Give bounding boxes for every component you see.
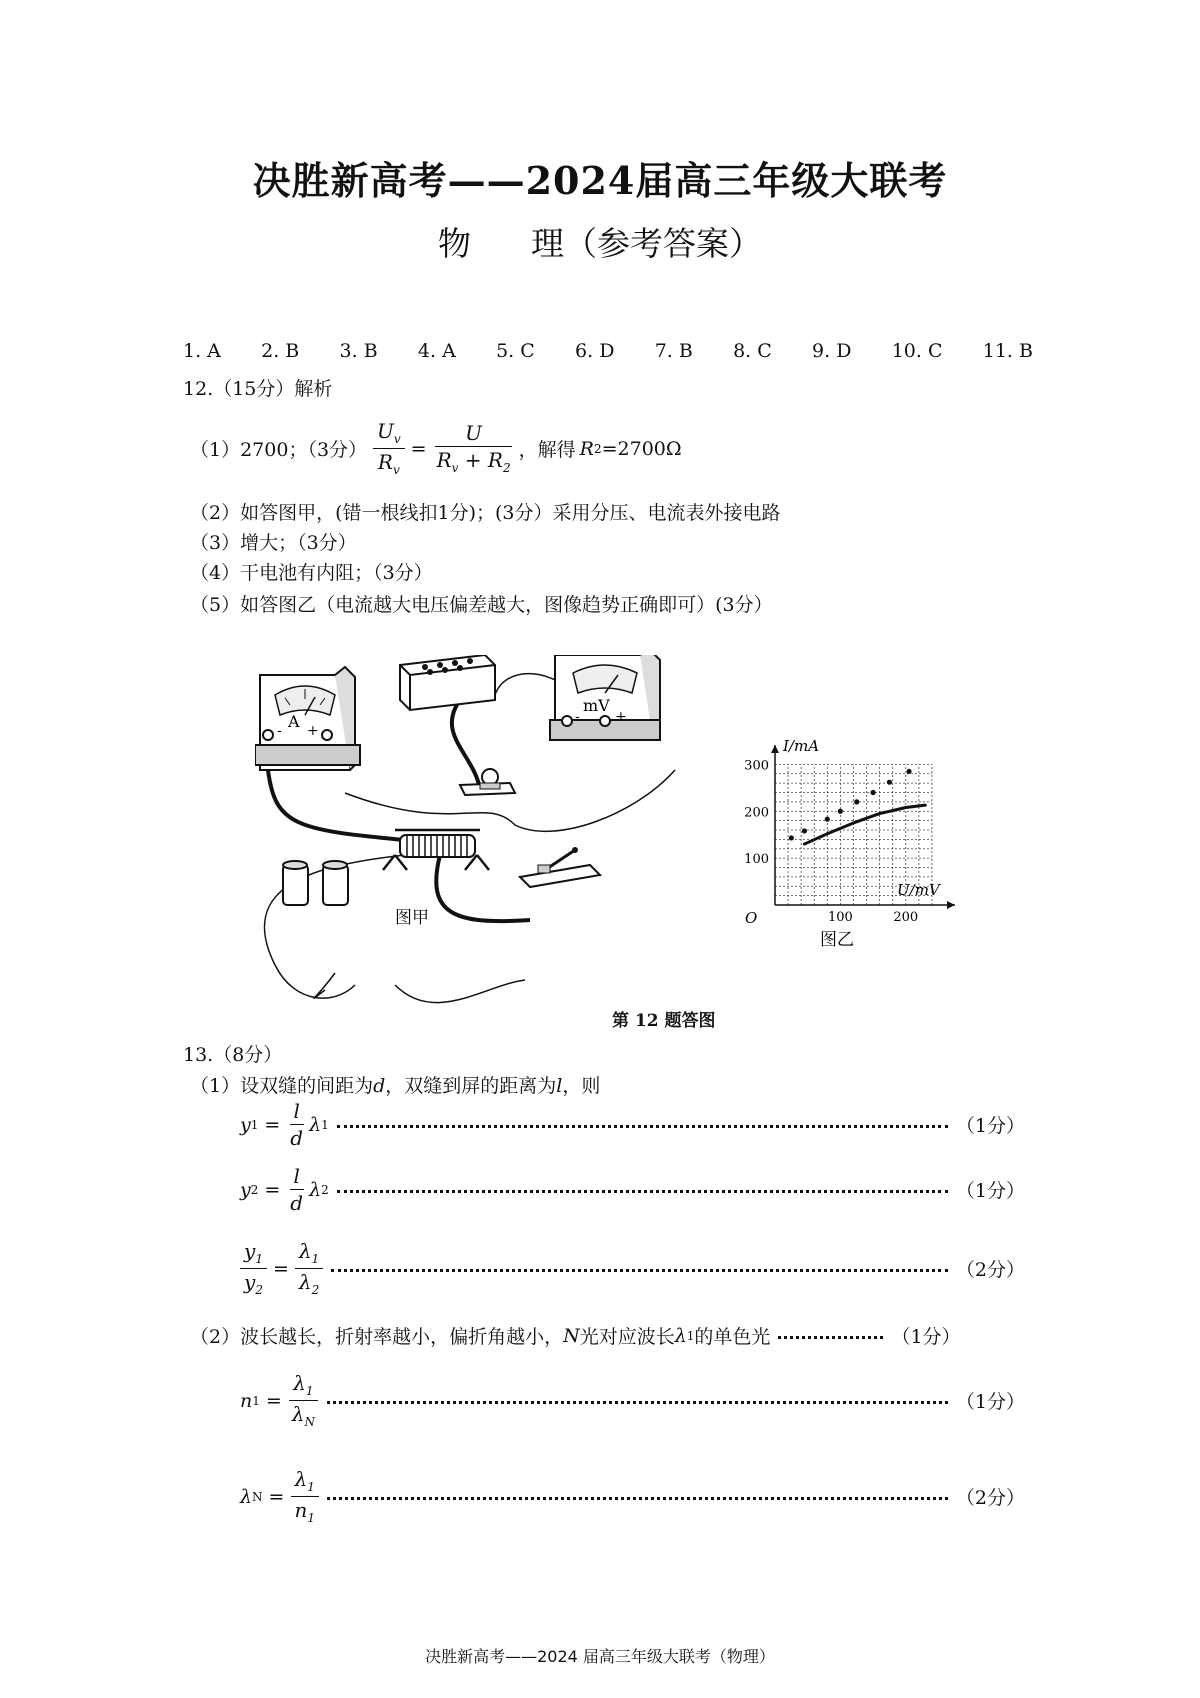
origin-label: O <box>745 909 758 927</box>
y-symbol: y <box>240 1113 251 1136</box>
eq-y2 <box>240 1165 1025 1214</box>
choice-answer: 3. B <box>339 340 378 362</box>
l-symbol: l <box>556 1075 563 1097</box>
q12-part2: （2）如答图甲，(错一根线扣1分)；(3分）采用分压、电流表外接电路 <box>190 502 781 524</box>
leader-dots <box>337 1190 948 1193</box>
choice-answer: 2. B <box>261 340 300 362</box>
choice-answers <box>183 340 1033 362</box>
lambda-symbol: λ <box>309 1113 322 1136</box>
q12-part1 <box>190 420 682 477</box>
choice-answer: 4. A <box>417 340 456 362</box>
ammeter-plus: + <box>307 723 319 739</box>
q13-part2-text: 的单色光 <box>694 1326 771 1348</box>
equals-sign: = <box>268 1485 285 1508</box>
y-symbol: y <box>240 1178 251 1201</box>
dry-cells <box>283 861 348 905</box>
q13-intro-text: ，双缝到屏的距离为 <box>385 1075 557 1097</box>
y-tick-label: 100 <box>744 852 769 868</box>
page-title: 决胜新高考——2024届高三年级大联考 <box>252 158 948 203</box>
eq-lambda-n <box>240 1468 1025 1525</box>
frac-den: d <box>290 1191 304 1215</box>
ammeter-label: A <box>288 712 300 731</box>
plus-sign: + <box>464 448 482 473</box>
data-point <box>854 799 859 804</box>
leader-dots <box>337 1125 948 1128</box>
battery-box <box>400 655 495 710</box>
sub-2: 2 <box>311 1283 320 1298</box>
x-tick-label: 200 <box>893 910 919 925</box>
d-symbol: d <box>373 1075 386 1097</box>
sub-1: 1 <box>305 1384 314 1398</box>
y-axis-label: I/mA <box>783 737 820 755</box>
subtitle-rest: 理（参考答案） <box>531 224 762 263</box>
q12-heading: 12.（15分）解析 <box>183 378 333 400</box>
sub-1: 1 <box>252 1393 260 1408</box>
q13-intro-text: ，则 <box>562 1075 601 1097</box>
fraction-y1-y2 <box>240 1240 267 1297</box>
choice-answer: 1. A <box>183 340 221 362</box>
y-tick-label: 200 <box>744 805 769 821</box>
score-label: （2分） <box>955 1259 1025 1282</box>
switch <box>520 847 600 887</box>
sub-v: v <box>393 432 401 446</box>
figure-caption: 第 12 题答图 <box>612 1011 716 1031</box>
equals-sign: = <box>265 1389 282 1412</box>
data-point <box>870 790 875 795</box>
q12-part3: （3）增大；（3分） <box>190 532 357 554</box>
frac-num: l <box>290 1165 304 1190</box>
lambda-symbol: λ <box>240 1485 253 1508</box>
sub-2: 2 <box>250 1182 259 1197</box>
x-tick-label: 100 <box>827 910 853 925</box>
r-symbol: R <box>579 437 594 460</box>
choice-answer: 5. C <box>496 340 535 362</box>
sub-2: 2 <box>593 441 602 456</box>
data-point <box>887 780 892 785</box>
equals-sign: = <box>264 1113 281 1136</box>
frac-den-a: R <box>436 448 452 473</box>
q13-part1-intro <box>190 1071 600 1098</box>
page-subtitle <box>0 218 1200 265</box>
y-symbol: y <box>244 1270 256 1295</box>
choice-answer: 7. B <box>654 340 693 362</box>
fig-jia-label: 图甲 <box>395 908 429 928</box>
frac-den-b: R <box>487 448 503 473</box>
sub-2: 2 <box>502 461 511 476</box>
choice-answer: 8. C <box>733 340 772 362</box>
equals-sign: = <box>272 1257 289 1280</box>
n-symbol: N <box>563 1324 580 1347</box>
y-axis-arrow <box>771 745 779 753</box>
ammeter <box>255 667 360 770</box>
score-label: （1分） <box>891 1326 961 1348</box>
mv-meter-label: mV <box>583 696 610 715</box>
mv-minus: - <box>575 709 580 725</box>
sub-2: 2 <box>321 1182 329 1197</box>
n-symbol: n <box>294 1498 308 1523</box>
score-label: （2分） <box>955 1487 1025 1510</box>
data-point <box>825 817 830 822</box>
frac-den: d <box>290 1126 304 1150</box>
sub-n: N <box>252 1489 263 1504</box>
lambda-symbol: λ <box>309 1178 322 1201</box>
data-point <box>789 835 794 840</box>
data-point <box>906 769 911 774</box>
wire <box>345 770 675 831</box>
thick-wire <box>436 855 530 921</box>
lambda-symbol: λ <box>293 1371 306 1395</box>
y-symbol: y <box>244 1239 256 1263</box>
sub-1: 1 <box>321 1117 329 1132</box>
sub-1: 1 <box>307 1511 315 1526</box>
sub-v: v <box>392 463 400 478</box>
sub-1: 1 <box>307 1480 315 1494</box>
q13-intro-text: （1）设双缝的间距为 <box>190 1075 374 1097</box>
n-symbol: n <box>240 1389 253 1412</box>
sub-n: N <box>304 1415 315 1430</box>
data-point <box>802 828 807 833</box>
circuit-diagram <box>255 655 725 1025</box>
sub-1: 1 <box>255 1252 263 1266</box>
frac-den: R <box>377 450 393 475</box>
q12-part5: （5）如答图乙（电流越大电压偏差越大，图像趋势正确即可）(3分） <box>190 594 773 616</box>
subtitle-subject: 物 <box>438 224 471 263</box>
fraction-l-d <box>286 1100 307 1149</box>
score-label: （1分） <box>955 1115 1025 1137</box>
fraction-l1-n1 <box>290 1468 319 1525</box>
fig-yi-label: 图乙 <box>820 930 854 950</box>
q13-part2-text: 光对应波长 <box>579 1326 675 1348</box>
q12-part4: （4）干电池有内阻；（3分） <box>190 562 433 584</box>
r2-value: =2700Ω <box>601 437 682 460</box>
iu-chart <box>735 735 960 965</box>
leader-dots <box>327 1497 948 1500</box>
lamp <box>460 769 515 795</box>
fraction-l1-l2 <box>295 1240 323 1297</box>
ammeter-minus: - <box>277 723 282 739</box>
frac-num: U <box>435 422 512 447</box>
fraction-uv-rv <box>373 420 405 477</box>
y-tick-label: 300 <box>744 758 769 774</box>
equals-sign: = <box>410 437 427 460</box>
lambda-symbol: λ <box>298 1270 312 1295</box>
fraction-l-d <box>286 1165 307 1214</box>
q13-part2-text: （2）波长越长，折射率越小，偏折角越小， <box>190 1326 564 1348</box>
q13-part2 <box>190 1322 1025 1349</box>
leader-dots <box>331 1269 948 1272</box>
choice-answer: 11. B <box>982 340 1033 362</box>
frac-num: l <box>290 1100 304 1125</box>
q12-part1-suffix: ，解得 <box>518 439 576 462</box>
mv-plus: + <box>615 709 627 725</box>
lambda-symbol: λ <box>298 1239 312 1263</box>
wire <box>314 973 335 998</box>
eq-n1 <box>240 1372 1025 1429</box>
lambda-symbol: λ <box>674 1324 687 1347</box>
choice-answer: 9. D <box>812 340 852 362</box>
sub-1: 1 <box>686 1328 695 1343</box>
leader-dots <box>327 1401 948 1404</box>
x-axis-label: U/mV <box>897 881 940 899</box>
score-label: （1分） <box>955 1391 1025 1414</box>
sub-2: 2 <box>255 1283 263 1298</box>
choice-answer: 6. D <box>575 340 615 362</box>
frac-num: U <box>377 419 394 443</box>
thick-wire <box>452 700 480 790</box>
sub-v: v <box>451 461 459 476</box>
q12-part1-prefix: （1）2700；（3分） <box>190 439 368 462</box>
fraction-l1-lN <box>288 1372 319 1429</box>
eq-ratio <box>240 1240 1025 1297</box>
leader-dots <box>778 1336 883 1339</box>
wire <box>395 980 525 1003</box>
sub-1: 1 <box>311 1252 320 1266</box>
data-point <box>838 809 843 814</box>
sub-1: 1 <box>250 1117 259 1132</box>
x-axis-arrow <box>947 901 955 909</box>
eq-y1 <box>240 1100 1025 1149</box>
score-label: （1分） <box>955 1180 1025 1202</box>
millivoltmeter <box>550 655 660 740</box>
equals-sign: = <box>264 1178 281 1201</box>
choice-answer: 10. C <box>891 340 943 362</box>
lambda-symbol: λ <box>291 1402 305 1427</box>
q13-heading: 13.（8分） <box>183 1044 283 1066</box>
page-footer: 决胜新高考——2024 届高三年级大联考（物理） <box>425 1647 775 1666</box>
lambda-symbol: λ <box>294 1467 308 1491</box>
fraction-u-rv-r2 <box>433 422 515 475</box>
